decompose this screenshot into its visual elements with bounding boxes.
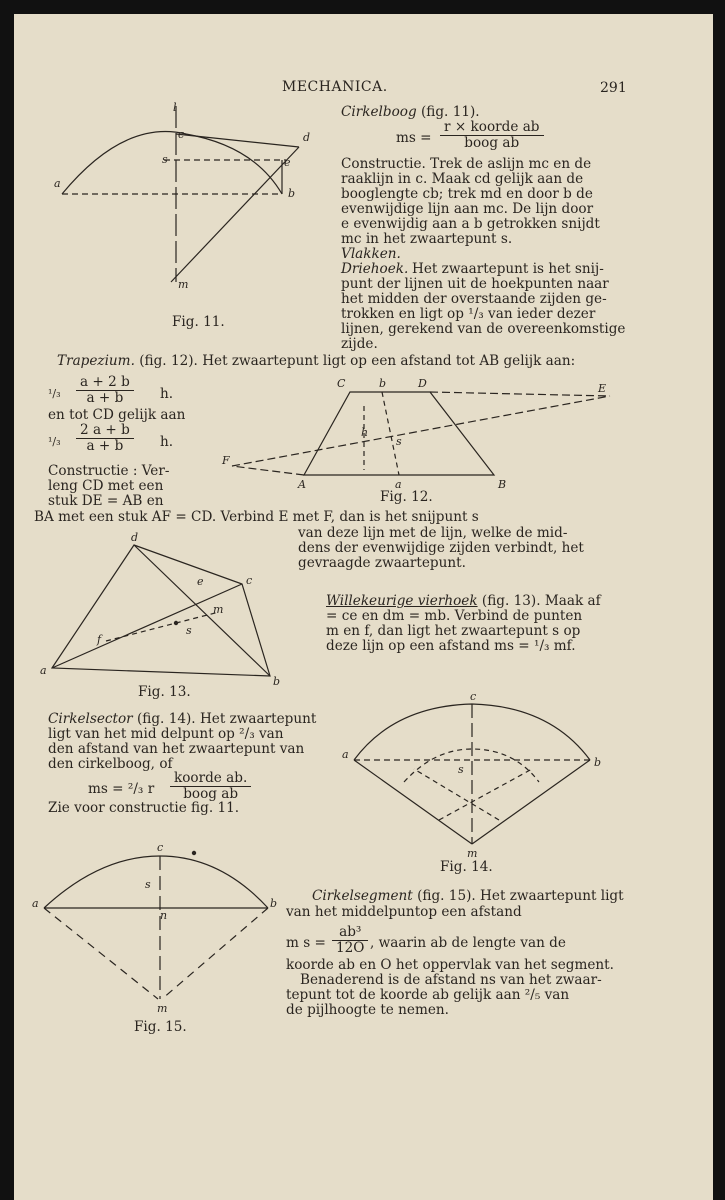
running-header: MECHANICA. (282, 79, 388, 95)
fig15-label-n: n (160, 909, 168, 922)
driehoek-heading: Driehoek. (341, 261, 409, 277)
fig12-label-E: E (598, 382, 607, 395)
fig11-label-a: a (54, 177, 61, 190)
fig14-label-s: s (458, 763, 464, 776)
willekeurige-l1: (fig. 13). Maak af (481, 593, 601, 609)
driehoek-l1: Het zwaartepunt is het snij- (412, 261, 604, 277)
fig15-label-s: s (145, 878, 151, 891)
trap-f1-coef: ¹/₃ (48, 387, 61, 400)
fig13-label-s: s (186, 624, 192, 637)
cirkelboog-l2: raaklijn in c. Maak cd gelijk aan de (341, 171, 584, 187)
cirkelsegment-l2: van het middelpuntop een afstand (286, 904, 522, 920)
cirkelsegment-l1: (fig. 15). Het zwaartepunt ligt (417, 888, 624, 904)
page-number: 291 (600, 80, 627, 96)
cirkelsector-l3: den afstand van het zwaartepunt van (48, 741, 305, 757)
fig11-label-d: d (303, 131, 311, 144)
fig12-label-b: b (379, 377, 387, 390)
fig11-label-m: m (178, 278, 189, 291)
cirkelsector-formula-lhs: ms = ²/₃ r (88, 781, 155, 797)
driehoek-l3: het midden der overstaande zijden ge- (341, 291, 607, 307)
cirkelboog-den: boog ab (464, 135, 520, 151)
fig13-caption: Fig. 13. (138, 684, 191, 700)
cirkelsegment-formula-rest: , waarin ab de lengte van de (370, 935, 566, 951)
driehoek-l6: zijde. (341, 336, 378, 352)
driehoek-l2: punt der lijnen uit de hoekpunten naar (341, 276, 609, 292)
cirkelsector-l2: ligt van het mid delpunt op ²/₃ van (48, 726, 284, 742)
cirkelsector-num: koorde ab. (170, 771, 251, 787)
trap-f2-coef: ¹/₃ (48, 435, 61, 448)
fig14-label-c: c (470, 690, 477, 703)
cirkelsector-heading: Cirkelsector (48, 711, 133, 727)
cirkelsegment-formula (332, 925, 368, 956)
cirkelboog-formula-lhs: ms = (396, 130, 432, 146)
trapezium-intro: (fig. 12). Het zwaartepunt ligt op een afstand tot AB gelijk aan: (139, 353, 576, 369)
cirkelboog-ref: (fig. 11). (420, 104, 480, 120)
fig11-label-l: l (173, 101, 177, 114)
cirkelboog-num: r × koorde ab (440, 120, 544, 136)
fig12-label-h: h (361, 426, 369, 439)
cirkelsegment-num: ab³ (332, 925, 368, 941)
cirkelsector-den: boog ab (183, 786, 239, 802)
fig15-label-a: a (32, 897, 39, 910)
fig14-label-m: m (467, 847, 478, 860)
fig12-label-a: a (395, 478, 402, 491)
trap-f1-den: a + b (86, 390, 124, 406)
trap-f1-var: h. (160, 386, 174, 402)
fig12-label-D: D (418, 377, 427, 390)
driehoek-l5: lijnen, gerekend van de overeenkomstige (341, 321, 626, 337)
fig11-label-e: e (284, 156, 291, 169)
vlakken-heading: Vlakken. (341, 246, 401, 262)
fig14-label-b: b (594, 756, 602, 769)
willekeurige-l4: deze lijn op een afstand ms = ¹/₃ mf. (326, 638, 576, 654)
trap-c3: gevraagde zwaartepunt. (298, 555, 466, 571)
fig11-caption: Fig. 11. (172, 314, 225, 330)
cirkelboog-title: Cirkelboog (341, 104, 417, 120)
fig12-caption: Fig. 12. (380, 489, 433, 505)
trap-l1: Constructie : Ver- (48, 463, 170, 479)
trap-c1: van deze lijn met de lijn, welke de mid- (298, 525, 568, 541)
cirkelsegment-l3: koorde ab en O het oppervlak van het segment. (286, 957, 614, 973)
cirkelsegment-l6: de pijlhoogte te nemen. (286, 1002, 449, 1018)
fig11-label-c: c (178, 128, 185, 141)
cirkelsegment-formula-lhs: m s = (286, 935, 326, 951)
fig11-label-s: s (162, 153, 168, 166)
fig14-caption: Fig. 14. (440, 859, 493, 875)
trap-f2-den: a + b (86, 438, 124, 454)
trap-l2: leng CD met een (48, 478, 164, 494)
cirkelboog-l1: Constructie. Trek de aslijn mc en de (341, 156, 592, 172)
fig12-label-C: C (337, 377, 346, 390)
cirkelboog-l3: booglengte cb; trek md en door b de (341, 186, 593, 202)
fig13-label-e: e (197, 575, 204, 588)
fig12-label-s: s (396, 435, 402, 448)
fig13-label-f: f (97, 633, 102, 646)
cirkelsegment-l0 (312, 889, 624, 904)
trapezium-heading: Trapezium. (57, 353, 135, 369)
willekeurige-heading: Willekeurige vierhoek (326, 593, 478, 609)
cirkelboog-l6: mc in het zwaartepunt s. (341, 231, 513, 247)
fig12-label-A: A (298, 478, 306, 491)
willekeurige-l3: m en f, dan ligt het zwaartepunt s op (326, 623, 581, 639)
cirkelboog-l5: e evenwijdig aan a b getrokken snijdt (341, 216, 600, 232)
cirkelboog-l4: evenwijdige lijn aan mc. De lijn door (341, 201, 594, 217)
cirkelsegment-l4: Benaderend is de afstand ns van het zwaar- (300, 972, 602, 988)
fig13-label-c: c (246, 574, 253, 587)
fig13-label-d: d (131, 531, 139, 544)
trap-l3: stuk DE = AB en (48, 493, 164, 509)
cirkelsegment-l5: tepunt tot de koorde ab gelijk aan ²/₅ van (286, 987, 570, 1003)
cirkelsegment-den: 12O (336, 940, 365, 956)
fig15-label-c: c (157, 841, 164, 854)
cirkelsegment-heading: Cirkelsegment (312, 888, 413, 904)
trap-mid: en tot CD gelijk aan (48, 407, 186, 423)
fig13-label-a: a (40, 664, 47, 677)
cirkelsector-tail: Zie voor constructie fig. 11. (48, 800, 240, 816)
fig15-caption: Fig. 15. (134, 1019, 187, 1035)
cirkelsector-l4: den cirkelboog, of (48, 756, 173, 772)
fig15-label-m: m (157, 1002, 168, 1015)
trap-f2-var: h. (160, 434, 174, 450)
fig12-label-B: B (498, 478, 507, 491)
fig13-label-m: m (213, 603, 224, 616)
fig13-label-b: b (273, 675, 281, 688)
fig14-label-a: a (342, 748, 349, 761)
cirkelsector-l1: (fig. 14). Het zwaartepunt (136, 711, 317, 727)
trap-f1-num: a + 2 b (76, 375, 134, 391)
fig11-label-b: b (288, 187, 296, 200)
trap-full: BA met een stuk AF = CD. Verbind E met F, dan is het snijpunt s (34, 509, 479, 525)
fig12-label-F: F (222, 454, 230, 467)
fig15-label-b: b (270, 897, 278, 910)
trap-f2-num: 2 a + b (76, 423, 134, 439)
driehoek-l4: trokken en ligt op ¹/₃ van ieder dezer (341, 306, 596, 322)
willekeurige-l2: = ce en dm = mb. Verbind de punten (326, 608, 583, 624)
book-page (14, 14, 713, 1200)
trap-c2: dens der evenwijdige zijden verbindt, het (298, 540, 584, 556)
figure-15 (14, 14, 713, 1200)
